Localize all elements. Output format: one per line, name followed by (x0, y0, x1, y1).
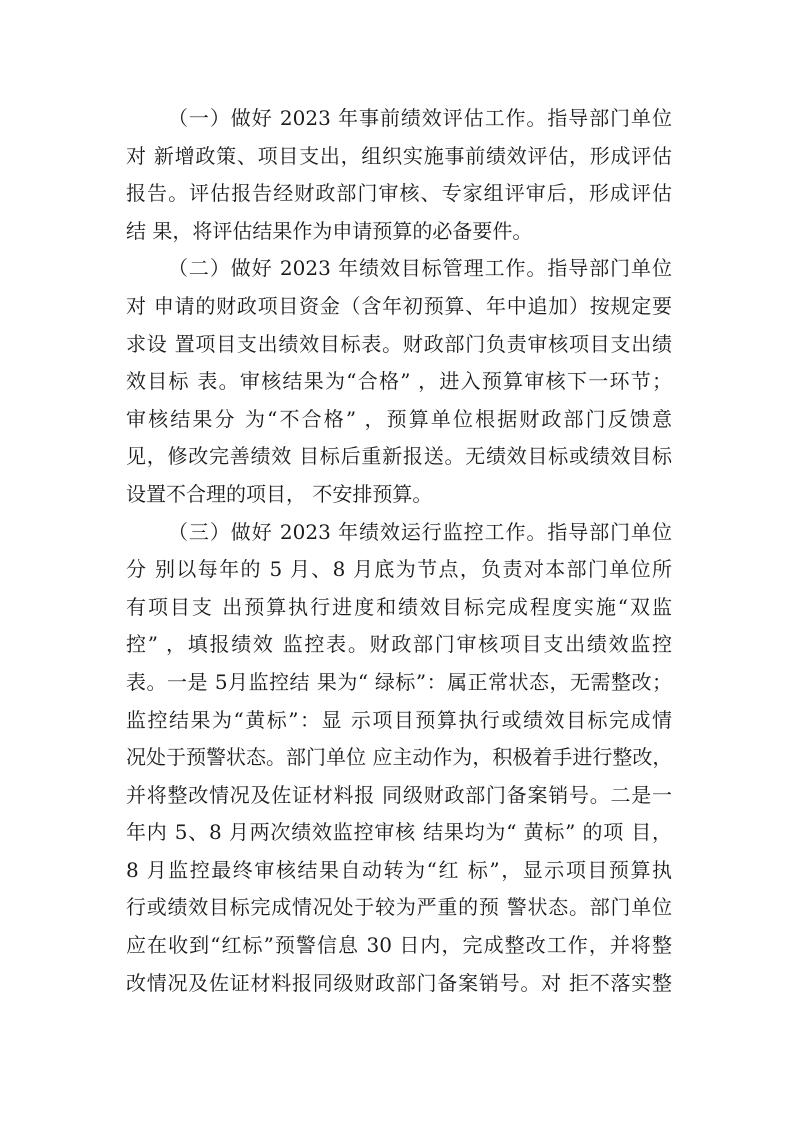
paragraph-3-line-4: 控” ，填报绩效 监控表。财政部门审核项目支出绩效监控 (126, 632, 672, 657)
paragraph-3-line-5: 表。一是 5月监控结 果为“ 绿标”：属正常状态，无需整改； (126, 669, 672, 694)
paragraph-2-line-3: 求设 置项目支出绩效目标表。财政部门负责审核项目支出绩 (126, 331, 672, 356)
paragraph-3-line-9: 年内 5、8 月两次绩效监控审核 结果均为“ 黄标” 的项 目， (126, 820, 672, 845)
paragraph-3-line-1: （三）做好 2023 年绩效运行监控工作。指导部门单位 (168, 519, 672, 544)
paragraph-3-line-8: 并将整改情况及佐证材料报 同级财政部门备案销号。二是一 (126, 782, 672, 807)
paragraph-2-line-5: 审核结果分 为“不合格” ，预算单位根据财政部门反馈意 (126, 406, 672, 431)
paragraph-3-line-2: 分 别以每年的 5 月、8 月底为节点，负责对本部门单位所 (126, 557, 672, 582)
paragraph-1-line-2: 对 新增政策、项目支出，组织实施事前绩效评估，形成评估 (126, 143, 672, 168)
paragraph-3-line-10: 8 月监控最终审核结果自动转为“红 标”，显示项目预算执 (126, 857, 672, 882)
paragraph-1-line-1: （一）做好 2023 年事前绩效评估工作。指导部门单位 (168, 106, 672, 130)
paragraph-2-line-4: 效目标 表。审核结果为“合格” ，进入预算审核下一环节； (126, 369, 672, 394)
body-text (126, 100, 672, 1002)
paragraph-2-line-6: 见，修改完善绩效 目标后重新报送。无绩效目标或绩效目标 (126, 444, 672, 469)
paragraph-3-line-3: 有项目支 出预算执行进度和绩效目标完成程度实施“双监 (126, 594, 672, 619)
paragraph-3-line-11: 行或绩效目标完成情况处于较为严重的预 警状态。部门单位 (126, 895, 672, 920)
paragraph-3-line-13: 改情况及佐证材料报同级财政部门备案销号。对 拒不落实整 (126, 970, 672, 995)
paragraph-3-line-6: 监控结果为“黄标”：显 示项目预算执行或绩效目标完成情 (126, 707, 672, 732)
paragraph-1-line-3: 报告。评估报告经财政部门审核、专家组评审后，形成评估 (126, 181, 672, 206)
paragraph-1-line-4: 结 果，将评估结果作为申请预算的必备要件。 (126, 218, 533, 243)
paragraph-2-line-7: 设置不合理的项目， 不安排预算。 (126, 481, 433, 506)
paragraph-3-line-7: 况处于预警状态。部门单位 应主动作为，积极着手进行整改， (126, 745, 672, 770)
paragraph-2-line-2: 对 申请的财政项目资金（含年初预算、年中追加）按规定要 (126, 293, 672, 318)
paragraph-2-line-1: （二）做好 2023 年绩效目标管理工作。指导部门单位 (168, 256, 672, 281)
paragraph-3-line-12: 应在收到“红标”预警信息 30 日内，完成整改工作，并将整 (126, 933, 672, 958)
